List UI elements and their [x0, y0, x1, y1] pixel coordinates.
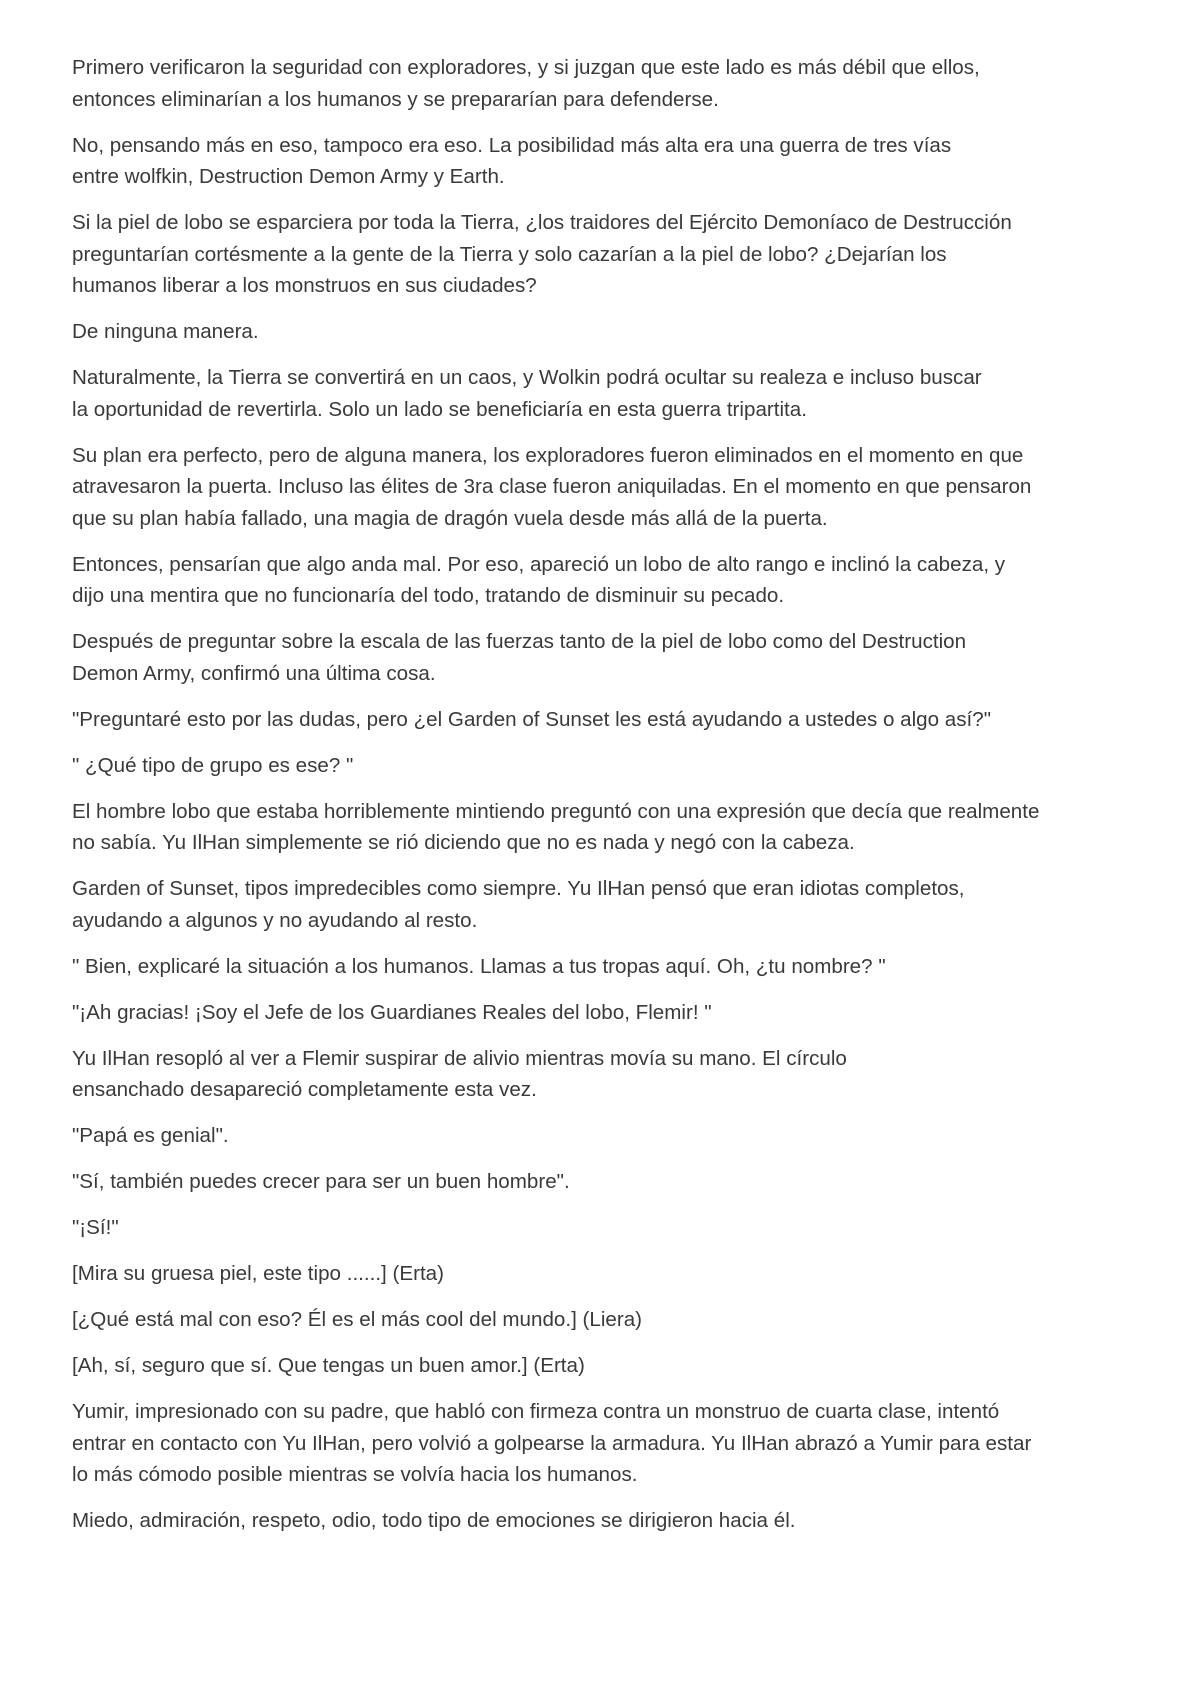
- paragraph-12: Garden of Sunset, tipos impredecibles como siempre. Yu IlHan pensó que eran idiotas completos, ayudando a algunos y no ayudando al resto.: [72, 877, 965, 932]
- paragraph-21: [Ah, sí, seguro que sí. Que tengas un buen amor.] (Erta): [72, 1354, 585, 1377]
- paragraph-10: " ¿Qué tipo de grupo es ese? ": [72, 753, 354, 777]
- paragraph-4: De ninguna manera.: [72, 320, 259, 343]
- paragraph-11: El hombre lobo que estaba horriblemente mintiendo preguntó con una expresión que decía que realmente no sabía. Yu IlHan simplemente se rió diciendo que no es nada y negó con la cabeza.: [72, 799, 1040, 854]
- paragraph-5: Naturalmente, la Tierra se convertirá en un caos, y Wolkin podrá ocultar su realeza e incluso buscar la oportunidad de revertirla. Solo un lado se beneficiaría en esta guerra tripartita.: [72, 366, 982, 421]
- paragraph-19: [Mira su gruesa piel, este tipo ......] (Erta): [72, 1262, 444, 1285]
- paragraph-9: "Preguntaré esto por las dudas, pero ¿el Garden of Sunset les está ayudando a ustedes o algo así?": [72, 707, 992, 731]
- paragraph-8: Después de preguntar sobre la escala de las fuerzas tanto de la piel de lobo como del Destruction Demon Army, confirmó una última cosa.: [72, 630, 967, 685]
- paragraph-7: Entonces, pensarían que algo anda mal. Por eso, apareció un lobo de alto rango e inclinó la cabeza, y dijo una mentira que no funcionaría del todo, tratando de disminuir su pecado.: [72, 552, 1006, 607]
- paragraph-16: "Papá es genial".: [72, 1124, 229, 1147]
- paragraph-3: Si la piel de lobo se esparciera por toda la Tierra, ¿los traidores del Ejército Demoníaco de Destrucción preguntarían cortésmente a la gente de la Tierra y solo cazarían a la piel de lobo? ¿Dejarían los humanos liberar a los monstruos en sus ciudades?: [72, 211, 1012, 297]
- paragraph-6: Su plan era perfecto, pero de alguna manera, los exploradores fueron eliminados en el momento en que atravesaron la puerta. Incluso las élites de 3ra clase fueron aniquiladas. En el momento en que pensaron que su plan había fallado, una magia de dragón vuela desde más allá de la puerta.: [72, 443, 1032, 530]
- paragraph-15: Yu IlHan resopló al ver a Flemir suspirar de alivio mientras movía su mano. El círculo ensanchado desapareció completamente esta vez.: [72, 1046, 847, 1101]
- paragraph-20: [¿Qué está mal con eso? Él es el más cool del mundo.] (Liera): [72, 1308, 643, 1331]
- paragraph-18: "¡Sí!": [72, 1216, 119, 1239]
- paragraph-2: No, pensando más en eso, tampoco era eso. La posibilidad más alta era una guerra de tres vías entre wolfkin, Destruction Demon Army y Earth.: [72, 133, 952, 188]
- document-page: [72, 52, 1132, 1551]
- paragraph-22: Yumir, impresionado con su padre, que habló con firmeza contra un monstruo de cuarta clase, intentó entrar en contacto con Yu IlHan, pero volvió a golpearse la armadura. Yu IlHan abrazó a Yumir para estar lo más cómodo posible mientras se volvía hacia los humanos.: [72, 1400, 1032, 1486]
- paragraph-23: Miedo, admiración, respeto, odio, todo tipo de emociones se dirigieron hacia él.: [72, 1509, 796, 1532]
- paragraph-14: "¡Ah gracias! ¡Soy el Jefe de los Guardianes Reales del lobo, Flemir! ": [72, 1000, 712, 1024]
- paragraph-13: " Bien, explicaré la situación a los humanos. Llamas a tus tropas aquí. Oh, ¿tu nombre? ": [72, 954, 886, 978]
- paragraph-1: Primero verificaron la seguridad con exploradores, y si juzgan que este lado es más débil que ellos, entonces eliminarían a los humanos y se prepararían para defenderse.: [72, 56, 980, 111]
- paragraph-17: "Sí, también puedes crecer para ser un buen hombre".: [72, 1170, 570, 1193]
